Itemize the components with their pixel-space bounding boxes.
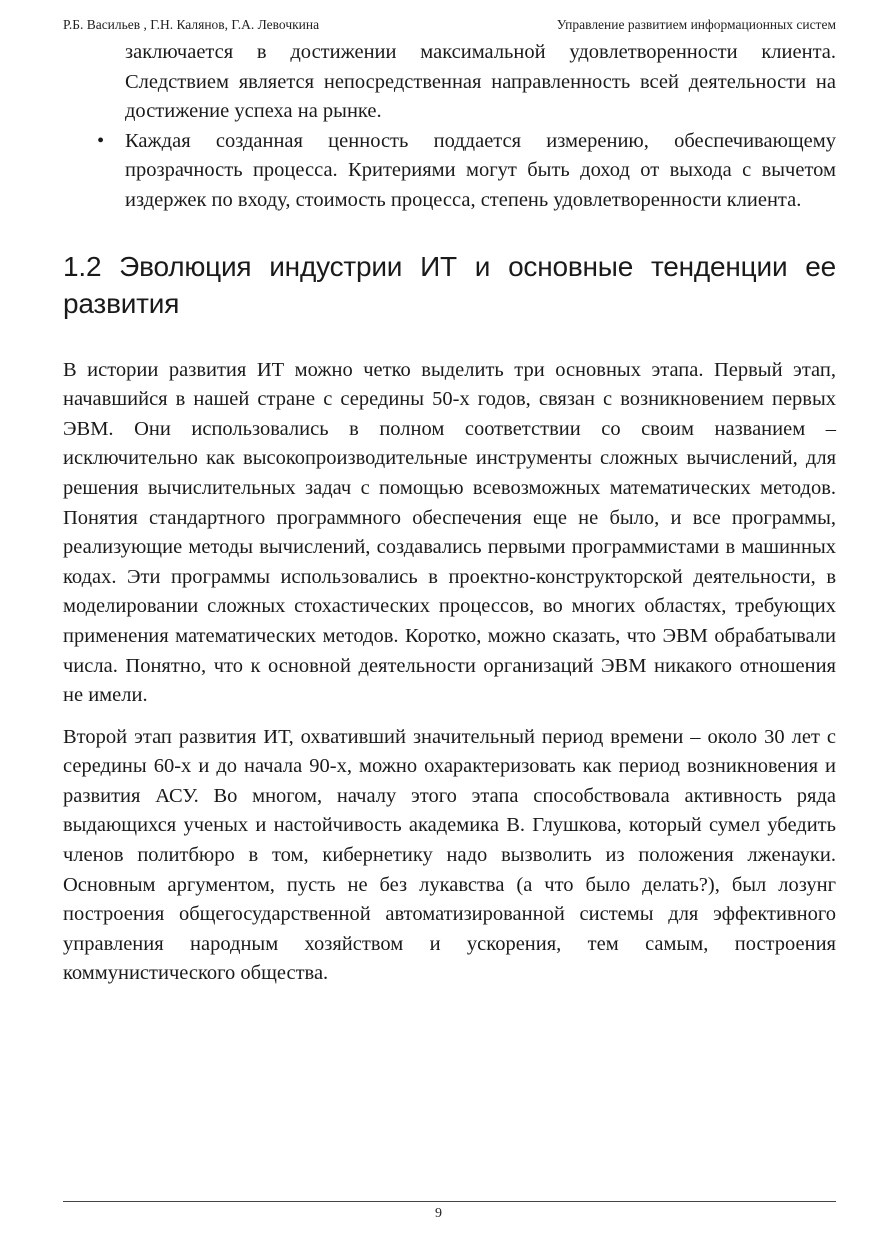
bullet-marker: • bbox=[97, 129, 105, 152]
section-heading: 1.2 Эволюция индустрии ИТ и основные тенденции ее развития bbox=[63, 250, 836, 319]
header-title: Управление развитием информационных систем bbox=[556, 17, 836, 32]
bullet-text: Каждая созданная ценность поддается измерению, обеспечивающему прозрачность процесса. Критериями могут быть доход от выхода с вычетом издержек по входу, стоимость процесса, степень удовлетворенности клиента. bbox=[125, 129, 836, 211]
paragraph-first-stage: В истории развития ИТ можно четко выделить три основных этапа. Первый этап, начавшийся в нашей стране с середины 50-х годов, связан с возникновением первых ЭВМ. Они использовались в полном соответствии со своим названием – исключительно как высокопроизводительные инструменты сложных вычислений, для решения вычислительных задач с помощью всевозможных математических методов. Понятия стандартного программного обеспечения еще не было, и все программы, реализующие методы вычислений, создавались первыми программистами в машинных кодах. Эти программы использовались в проектно-конструкторской деятельности, в моделировании сложных стохастических процессов, во многих областях, требующих применения математических методов. Коротко, можно сказать, что ЭВМ обрабатывали числа. Понятно, что к основной деятельности организаций ЭВМ никакого отношения не имели. bbox=[63, 358, 836, 707]
page-content bbox=[63, 38, 836, 989]
bullet-continuation: заключается в достижении максимальной удовлетворенности клиента. Следствием является непосредственная направленность всей деятельности на достижение успеха на рынке. bbox=[125, 41, 836, 123]
page-number: 9 bbox=[435, 1206, 442, 1221]
header-authors: Р.Б. Васильев , Г.Н. Калянов, Г.А. Левочкина bbox=[63, 17, 320, 32]
paragraph-second-stage: Второй этап развития ИТ, охвативший значительный период времени – около 30 лет с середины 60-х и до начала 90-х, можно охарактеризовать как период возникновения и развития АСУ. Во многом, началу этого этапа способствовала активность ряда выдающихся ученых и настойчивость академика В. Глушкова, который сумел убедить членов политбюро в том, кибернетику надо вызволить из положения лженауки. Основным аргументом, пусть не без лукавства (а что было делать?), был лозунг построения общегосударственной автоматизированной системы для эффективного управления народным хозяйством и ускорения, тем самым, построения коммунистического общества. bbox=[63, 725, 836, 985]
page-header bbox=[63, 16, 836, 34]
bullet-item bbox=[97, 127, 836, 216]
footer-divider bbox=[63, 1201, 836, 1202]
